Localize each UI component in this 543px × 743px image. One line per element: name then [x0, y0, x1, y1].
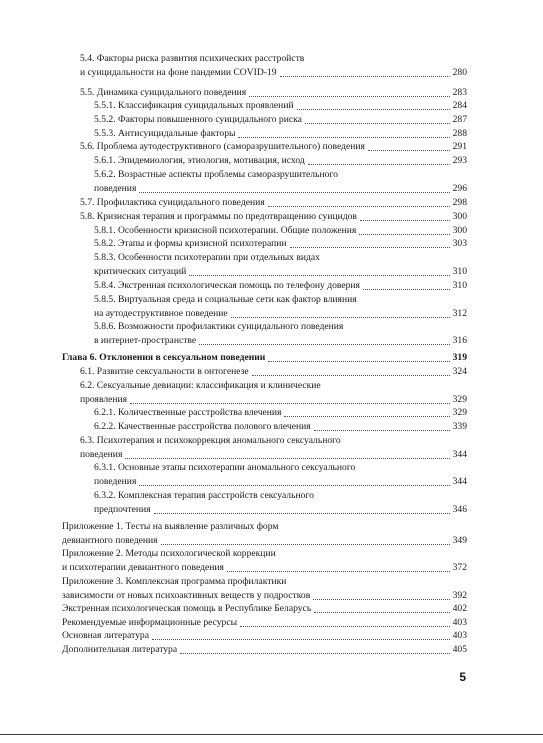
- toc-dot-leader: [199, 344, 450, 345]
- toc-entry: [62, 617, 467, 631]
- toc-entry-line: 6.2. Сексуальные девиации: классификация и клинические: [80, 380, 321, 391]
- toc-entry: [94, 169, 467, 196]
- toc-page-number: 403: [452, 617, 467, 628]
- toc-entry-line: поведения: [80, 448, 123, 460]
- toc-page-number: 319: [452, 352, 467, 363]
- toc-page-number: 310: [452, 265, 467, 277]
- toc-entry-line: Основная литература: [62, 630, 149, 641]
- toc-dot-leader: [280, 76, 450, 77]
- toc-page-number: 288: [452, 128, 467, 139]
- toc-dot-leader: [252, 375, 450, 376]
- toc-dot-leader: [189, 275, 450, 276]
- toc-entry-line: 6.2.2. Качественные расстройства полового влечения: [94, 421, 311, 432]
- toc-dot-leader: [360, 220, 450, 221]
- toc-page-number: 303: [452, 238, 467, 249]
- toc-dot-leader: [313, 599, 450, 600]
- toc-entry-line: 6.3.2. Комплексная терапия расстройств сексуального: [94, 490, 314, 501]
- page-bottom-rule: [0, 734, 543, 735]
- toc-dot-leader: [238, 137, 450, 138]
- toc-page-number: 324: [452, 366, 467, 377]
- toc-page-number: 402: [452, 603, 467, 614]
- toc-dot-leader: [284, 416, 450, 417]
- toc-entry-line: девиантного поведения: [62, 534, 158, 546]
- toc-entry: [94, 128, 467, 142]
- toc-entry-line: 5.8.3. Особенности психотерапии при отдельных видах: [94, 252, 320, 263]
- toc-entry: [62, 630, 467, 644]
- toc-entry-line: 6.2.1. Количественные расстройства влечения: [94, 407, 282, 418]
- toc-page-number: 339: [452, 421, 467, 432]
- toc-entry: [62, 603, 467, 617]
- toc-page-number: 283: [452, 87, 467, 98]
- toc-dot-leader: [130, 403, 450, 404]
- toc-dot-leader: [125, 458, 450, 459]
- toc-dot-leader: [314, 430, 450, 431]
- toc-entry: [80, 197, 467, 211]
- toc-entry: [94, 321, 467, 348]
- toc-dot-leader: [305, 123, 450, 124]
- toc-page-number: 300: [452, 211, 467, 222]
- toc-entry-line: поведения: [94, 475, 137, 487]
- toc-entry: [62, 548, 467, 575]
- toc-page-number: 344: [452, 475, 467, 487]
- toc-entry-line: 5.4. Факторы риска развития психических расстройств: [80, 53, 305, 64]
- toc-page-number: 310: [452, 280, 467, 291]
- toc-dot-leader: [139, 192, 450, 193]
- toc-entry: [80, 380, 467, 407]
- toc-entry-line: 5.8. Кризисная терапия и программы по предотвращению суицидов: [80, 211, 357, 222]
- toc-page-number: 293: [452, 155, 467, 166]
- toc-entry: [94, 421, 467, 435]
- toc-entry: [94, 155, 467, 169]
- toc-dot-leader: [368, 150, 450, 151]
- page-number: 5: [459, 670, 466, 684]
- toc-dot-leader: [363, 289, 450, 290]
- toc-entry: [94, 252, 467, 279]
- toc-entry-line: 5.8.5. Виртуальная среда и социальные сети как фактор влияния: [94, 294, 357, 305]
- toc-entry: [80, 211, 467, 225]
- toc-entry: [94, 407, 467, 421]
- toc-entry-line: Дополнительная литература: [62, 644, 178, 655]
- toc-dot-leader: [240, 626, 450, 627]
- toc-entry: [62, 521, 467, 548]
- toc-entry-line: 5.5.3. Антисуицидальные факторы: [94, 128, 236, 139]
- toc-dot-leader: [227, 571, 450, 572]
- toc-entry: [94, 114, 467, 128]
- toc-entry: [62, 576, 467, 603]
- toc-dot-leader: [297, 109, 450, 110]
- toc-entry-line: 5.5. Динамика суицидального поведения: [80, 87, 247, 98]
- toc-page-number: 372: [452, 561, 467, 573]
- toc-entry-line: и суицидальности на фоне пандемии COVID-19: [80, 66, 277, 78]
- toc-entry-line: 5.6.1. Эпидемиология, этиология, мотивация, исход: [94, 155, 305, 166]
- toc-entry: [80, 87, 467, 101]
- toc-entry-line: в интернет-пространстве: [94, 334, 197, 346]
- toc-entry: [94, 462, 467, 489]
- toc-entry: [80, 53, 467, 80]
- toc-entry: [80, 141, 467, 155]
- toc-entry-line: 5.5.1. Классификация суицидальных проявлений: [94, 100, 294, 111]
- toc-page-number: 284: [452, 100, 467, 111]
- toc-page-number: 346: [452, 503, 467, 515]
- toc-dot-leader: [359, 234, 450, 235]
- toc-page-number: 316: [452, 334, 467, 346]
- toc-entry-line: 5.6. Проблема аутодеструктивного (саморазрушительного) поведения: [80, 141, 365, 152]
- toc-page-number: 329: [452, 393, 467, 405]
- toc-page-number: 349: [452, 534, 467, 546]
- toc-page-number: 312: [452, 307, 467, 319]
- toc-entry-line: зависимости от новых психоактивных веществ у подростков: [62, 589, 311, 601]
- toc-entry: [94, 100, 467, 114]
- toc-entry-line: 6.1. Развитие сексуальности в онтогенезе: [80, 366, 249, 377]
- toc-page-number: 298: [452, 197, 467, 208]
- toc-dot-leader: [308, 164, 450, 165]
- toc-entry: [94, 225, 467, 239]
- toc-entry-line: поведения: [94, 182, 137, 194]
- toc-entry: [62, 352, 467, 366]
- toc-entry-line: предпочтения: [94, 503, 151, 515]
- toc-page-number: 296: [452, 182, 467, 194]
- toc-dot-leader: [161, 544, 450, 545]
- toc-entry-line: 5.8.1. Особенности кризисной психотерапии. Общие положения: [94, 225, 357, 236]
- toc-page-number: 392: [452, 589, 467, 601]
- toc-page-number: 329: [452, 407, 467, 418]
- toc-entry: [80, 435, 467, 462]
- toc-entry-line: Глава 6. Отклонения в сексуальном поведении: [62, 352, 266, 363]
- toc-entry-line: критических ситуаций: [94, 265, 187, 277]
- toc-dot-leader: [154, 513, 450, 514]
- toc-entry-line: 6.3.1. Основные этапы психотерапии аномального сексуального: [94, 462, 356, 473]
- toc-entry-line: Приложение 2. Методы психологической коррекции: [62, 548, 276, 559]
- toc-page-number: 403: [452, 630, 467, 641]
- toc-entry-line: 5.8.4. Экстренная психологическая помощь по телефону доверия: [94, 280, 360, 291]
- toc-entry-line: Приложение 3. Комплексная программа профилактики: [62, 576, 287, 587]
- toc-entry-line: 5.6.2. Возрастные аспекты проблемы саморазрушительного: [94, 169, 338, 180]
- toc-dot-leader: [290, 247, 450, 248]
- toc-dot-leader: [139, 485, 450, 486]
- toc-dot-leader: [249, 96, 450, 97]
- toc-entry-line: Экстренная психологическая помощь в Республике Беларусь: [62, 603, 312, 614]
- toc-page-number: 287: [452, 114, 467, 125]
- toc-dot-leader: [180, 653, 450, 654]
- toc-dot-leader: [314, 612, 450, 613]
- toc-dot-leader: [268, 361, 450, 362]
- toc-entry: [94, 238, 467, 252]
- toc-dot-leader: [231, 317, 450, 318]
- toc-entry-line: 5.5.2. Факторы повышенного суицидального риска: [94, 114, 302, 125]
- toc-entry-line: и психотерапии девиантного поведения: [62, 561, 224, 573]
- toc-entry: [94, 280, 467, 294]
- toc-entry-line: проявления: [80, 393, 128, 405]
- toc-entry-line: 5.8.2. Этапы и формы кризисной психотерапии: [94, 238, 287, 249]
- toc-page-number: 280: [452, 66, 467, 78]
- toc-entry-line: Приложение 1. Тесты на выявление различных форм: [62, 521, 279, 532]
- toc-entry: [80, 366, 467, 380]
- toc-entry: [62, 644, 467, 658]
- toc-entry-line: 5.8.6. Возможности профилактики суицидального поведения: [94, 321, 344, 332]
- toc-entry-line: 5.7. Профилактика суицидального поведения: [80, 197, 265, 208]
- toc-page-number: 405: [452, 644, 467, 655]
- toc-page-number: 291: [452, 141, 467, 152]
- toc-page-number: 300: [452, 225, 467, 236]
- toc-entry-line: Рекомендуемые информационные ресурсы: [62, 617, 238, 628]
- toc-dot-leader: [152, 639, 450, 640]
- toc-dot-leader: [268, 206, 450, 207]
- toc-entry-line: на аутодеструктивное поведение: [94, 307, 228, 319]
- toc-page-number: 344: [452, 448, 467, 460]
- toc-entry: [94, 490, 467, 517]
- toc-entry-line: 6.3. Психотерапия и психокоррекция аномального сексуального: [80, 435, 341, 446]
- toc-entry: [94, 294, 467, 321]
